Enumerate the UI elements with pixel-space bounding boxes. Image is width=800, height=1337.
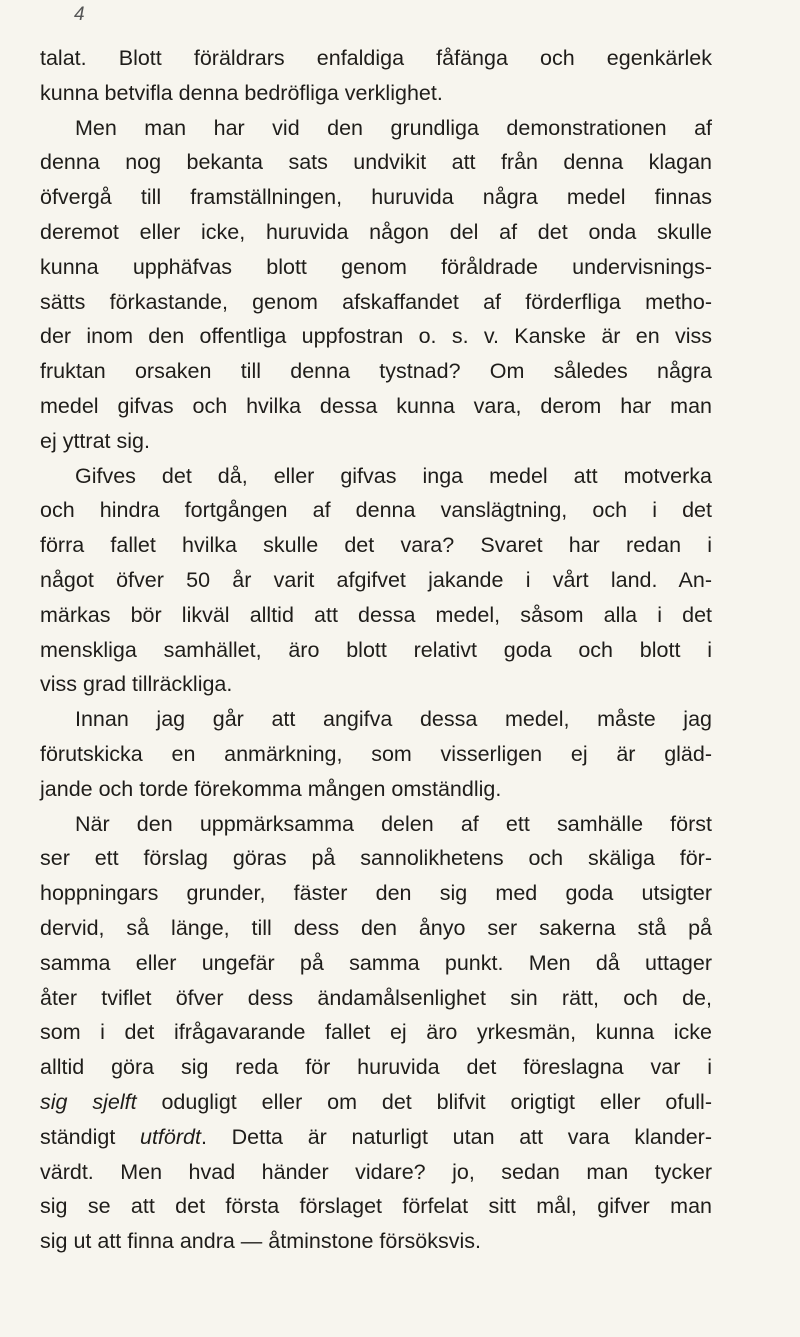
text-segment: ständigt (40, 1124, 140, 1149)
text-line: denna nog bekanta sats undvikit att från denna klagan (40, 150, 712, 175)
text-line: deremot eller icke, huruvida någon del af det onda skulle (40, 219, 712, 244)
text-line: talat. Blott föräldrars enfaldiga fåfänga och egenkärlek (40, 46, 712, 70)
text-line: ser ett förslag göras på sannolikhetens och skäliga för- (40, 846, 712, 871)
text-line: När den uppmärksamma delen af ett samhälle först (75, 811, 712, 836)
text-line: kunna upphäfvas blott genom föråldrade undervisnings- (40, 254, 712, 279)
text-line: alltid göra sig reda för huruvida det föreslagna var i (40, 1055, 712, 1080)
text-line: menskliga samhället, äro blott relativt goda och blott i (40, 637, 712, 662)
text-line: förra fallet hvilka skulle det vara? Svaret har redan i (40, 533, 712, 558)
text-line: öfvergå till framställningen, huruvida några medel finnas (40, 185, 712, 210)
body-text (40, 41, 712, 1259)
text-line: sig ut att finna andra — åtminstone försöksvis. (40, 1229, 481, 1254)
text-line: samma eller ungefär på samma punkt. Men då uttager (40, 950, 712, 975)
text-line: sätts förkastande, genom afskaffandet af förderfliga metho- (40, 289, 712, 314)
text-line: fruktan orsaken till denna tystnad? Om således några (40, 359, 712, 384)
page-number: 4 (74, 4, 85, 25)
text-line: hoppningars grunder, fäster den sig med goda utsigter (40, 881, 712, 906)
text-line (40, 1085, 712, 1120)
text-line: ej yttrat sig. (40, 428, 150, 453)
text-line: och hindra fortgången af denna vanslägtning, och i det (40, 498, 712, 523)
text-line: märkas bör likväl alltid att dessa medel, såsom alla i det (40, 602, 712, 627)
text-line: medel gifvas och hvilka dessa kunna vara, derom har man (40, 393, 712, 418)
text-line: Men man har vid den grundliga demonstrationen af (75, 115, 712, 140)
italic-text: utfördt (140, 1124, 201, 1149)
text-line: der inom den offentliga uppfostran o. s. v. Kanske är en viss (40, 324, 712, 349)
text-segment: . Detta är naturligt utan att vara klander- (200, 1124, 712, 1149)
text-line: viss grad tillräckliga. (40, 672, 233, 697)
text-line (40, 1120, 712, 1155)
text-line: förutskicka en anmärkning, som visserligen ej är gläd- (40, 741, 712, 766)
text-segment: odugligt eller om det blifvit origtigt eller ofull- (136, 1089, 712, 1114)
text-line: Gifves det då, eller gifvas inga medel att motverka (75, 463, 712, 488)
text-line: något öfver 50 år varit afgifvet jakande i vårt land. An- (40, 567, 712, 592)
italic-text: sig sjelft (40, 1089, 137, 1114)
text-line: kunna betvifla denna bedröfliga verklighet. (40, 80, 443, 105)
text-line: jande och torde förekomma mången omständlig. (40, 776, 502, 801)
text-line: värdt. Men hvad händer vidare? jo, sedan man tycker (40, 1159, 712, 1184)
text-line: dervid, så länge, till dess den ånyo ser sakerna stå på (40, 915, 712, 940)
text-line: åter tviflet öfver dess ändamålsenlighet sin rätt, och de, (40, 985, 712, 1010)
text-line: som i det ifrågavarande fallet ej äro yrkesmän, kunna icke (40, 1020, 712, 1045)
text-line: Innan jag går att angifva dessa medel, måste jag (75, 707, 712, 732)
text-line: sig se att det första förslaget förfelat sitt mål, gifver man (40, 1194, 712, 1219)
